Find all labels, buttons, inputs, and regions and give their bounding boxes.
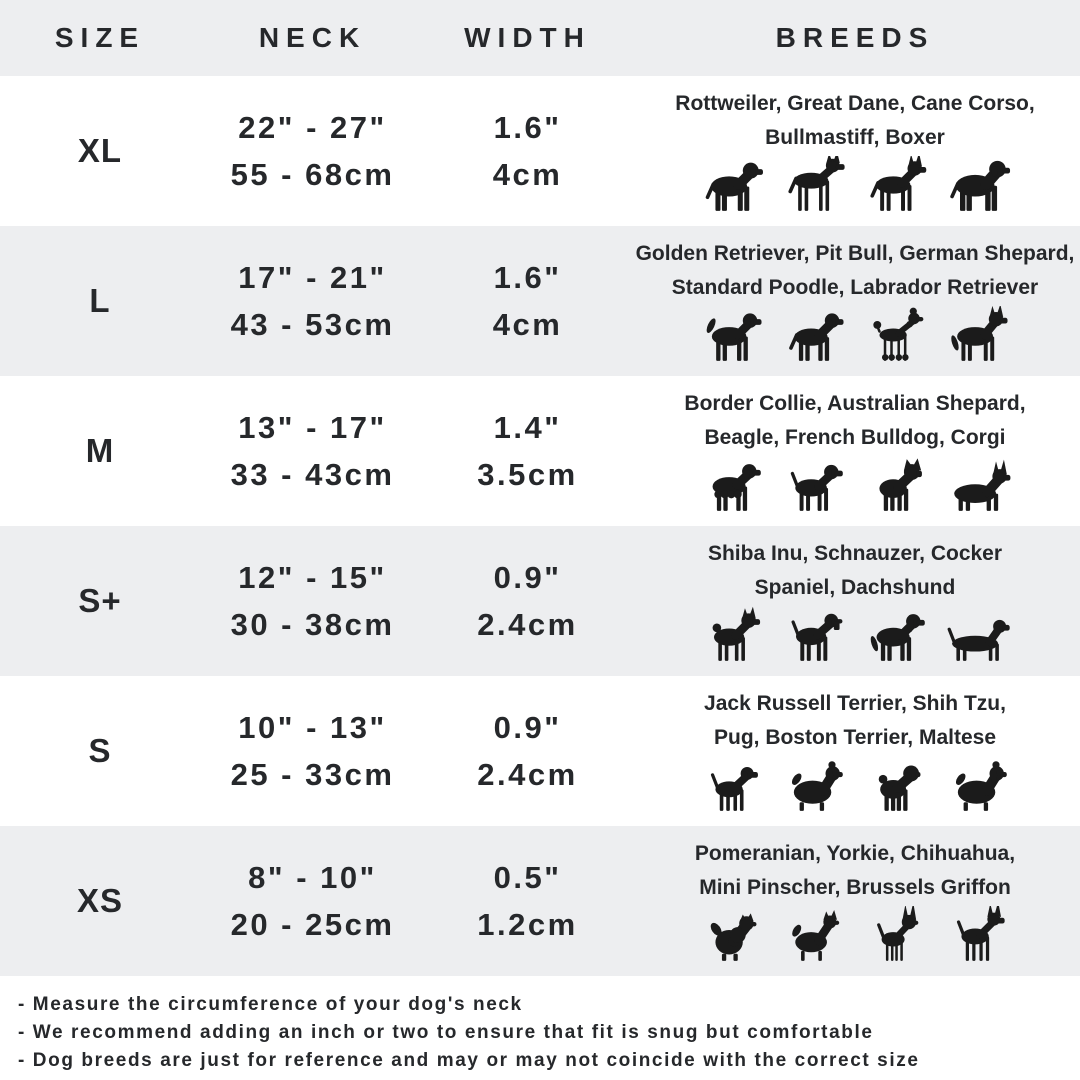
neck-measurement: [200, 676, 425, 826]
pit-bull-icon: [778, 306, 850, 364]
neck-inches: 22" - 27": [238, 110, 387, 145]
dog-icons: [696, 606, 1014, 664]
dachshund-icon: [942, 606, 1014, 664]
width-measurement: [425, 226, 630, 376]
neck-inches: 10" - 13": [238, 710, 387, 745]
breeds-list: Jack Russell Terrier, Shih Tzu,: [704, 692, 1006, 715]
neck-inches: 13" - 17": [238, 410, 387, 445]
size-row-xs: [0, 826, 1080, 976]
breeds-list: Bullmastiff, Boxer: [765, 126, 945, 149]
chihuahua-icon: [860, 906, 932, 964]
size-row-m: [0, 376, 1080, 526]
breeds-list: Beagle, French Bulldog, Corgi: [704, 426, 1006, 449]
standard-poodle-icon: [860, 306, 932, 364]
breeds-cell: [630, 676, 1080, 826]
size-label: S: [88, 732, 112, 769]
mini-pinscher-icon: [942, 906, 1014, 964]
header-cell-breeds: BREEDS: [775, 22, 935, 53]
note-recommend: - We recommend adding an inch or two to ensure that fit is snug but comfortable: [18, 1022, 874, 1043]
size-row-s-plus: [0, 526, 1080, 676]
neck-inches: 8" - 10": [248, 860, 377, 895]
width-cm: 2.4cm: [477, 757, 578, 792]
breeds-cell: [630, 826, 1080, 976]
breeds-cell: [630, 76, 1080, 226]
width-cm: 2.4cm: [477, 607, 578, 642]
dog-icons: [696, 306, 1014, 364]
neck-cm: 20 - 25cm: [230, 907, 395, 942]
jack-russell-terrier-icon: [696, 756, 768, 814]
neck-inches: 17" - 21": [238, 260, 387, 295]
neck-cm: 43 - 53cm: [230, 307, 395, 342]
pug-icon: [860, 756, 932, 814]
width-inches: 1.4": [493, 410, 562, 445]
great-dane-icon: [778, 156, 850, 214]
width-cm: 1.2cm: [477, 907, 578, 942]
width-inches: 1.6": [493, 260, 562, 295]
dog-icons: [696, 456, 1014, 514]
rottweiler-icon: [696, 156, 768, 214]
neck-measurement: [200, 526, 425, 676]
breeds-list: Rottweiler, Great Dane, Cane Corso,: [675, 92, 1035, 115]
australian-shepherd-icon: [696, 456, 768, 514]
width-inches: 1.6": [493, 110, 562, 145]
width-inches: 0.5": [493, 860, 562, 895]
maltese-icon: [942, 756, 1014, 814]
size-row-l: [0, 226, 1080, 376]
corgi-icon: [942, 456, 1014, 514]
german-shepherd-icon: [942, 306, 1014, 364]
width-measurement: [425, 526, 630, 676]
width-inches: 0.9": [493, 560, 562, 595]
breeds-list: Standard Poodle, Labrador Retriever: [671, 276, 1039, 299]
header-cell-size: SIZE: [54, 22, 146, 53]
neck-inches: 12" - 15": [238, 560, 387, 595]
note-disclaimer: - Dog breeds are just for reference and may or may not coincide with the correct size: [18, 1050, 920, 1071]
header-cell-neck: NECK: [258, 22, 367, 53]
size-label: XL: [77, 132, 123, 169]
breeds-cell: [630, 226, 1080, 376]
width-measurement: [425, 376, 630, 526]
size-row-s: [0, 676, 1080, 826]
footnotes: [0, 976, 1080, 1080]
size-label: L: [89, 282, 111, 319]
breeds-list: Pug, Boston Terrier, Maltese: [713, 726, 996, 749]
header-cell-width: WIDTH: [464, 22, 591, 53]
width-measurement: [425, 76, 630, 226]
neck-measurement: [200, 226, 425, 376]
size-label: M: [85, 432, 115, 469]
breeds-cell: [630, 526, 1080, 676]
dog-icons: [696, 756, 1014, 814]
neck-measurement: [200, 376, 425, 526]
width-cm: 4cm: [492, 307, 563, 342]
pomeranian-icon: [696, 906, 768, 964]
french-bulldog-icon: [860, 456, 932, 514]
bullmastiff-icon: [942, 156, 1014, 214]
dog-icons: [696, 906, 1014, 964]
shih-tzu-icon: [778, 756, 850, 814]
width-measurement: [425, 826, 630, 976]
breeds-list: Border Collie, Australian Shepard,: [684, 392, 1026, 415]
neck-cm: 25 - 33cm: [230, 757, 395, 792]
dog-icons: [696, 156, 1014, 214]
breeds-list: Pomeranian, Yorkie, Chihuahua,: [694, 842, 1016, 865]
beagle-icon: [778, 456, 850, 514]
shiba-inu-icon: [696, 606, 768, 664]
neck-cm: 55 - 68cm: [230, 157, 395, 192]
breeds-cell: [630, 376, 1080, 526]
breeds-list: Spaniel, Dachshund: [754, 576, 956, 599]
cane-corso-icon: [860, 156, 932, 214]
size-label: S+: [78, 582, 122, 619]
width-cm: 4cm: [492, 157, 563, 192]
neck-cm: 30 - 38cm: [230, 607, 395, 642]
breeds-list: Shiba Inu, Schnauzer, Cocker: [707, 542, 1003, 565]
width-inches: 0.9": [493, 710, 562, 745]
golden-retriever-icon: [696, 306, 768, 364]
neck-cm: 33 - 43cm: [230, 457, 395, 492]
breeds-list: Mini Pinscher, Brussels Griffon: [699, 876, 1011, 899]
note-measure: - Measure the circumference of your dog's neck: [18, 994, 523, 1015]
yorkie-icon: [778, 906, 850, 964]
width-cm: 3.5cm: [477, 457, 578, 492]
breeds-list: Golden Retriever, Pit Bull, German Shepard,: [635, 242, 1075, 265]
neck-measurement: [200, 826, 425, 976]
size-label: XS: [76, 882, 124, 919]
schnauzer-icon: [778, 606, 850, 664]
size-row-xl: [0, 76, 1080, 226]
cocker-spaniel-icon: [860, 606, 932, 664]
header-row: [0, 0, 1080, 76]
neck-measurement: [200, 76, 425, 226]
width-measurement: [425, 676, 630, 826]
